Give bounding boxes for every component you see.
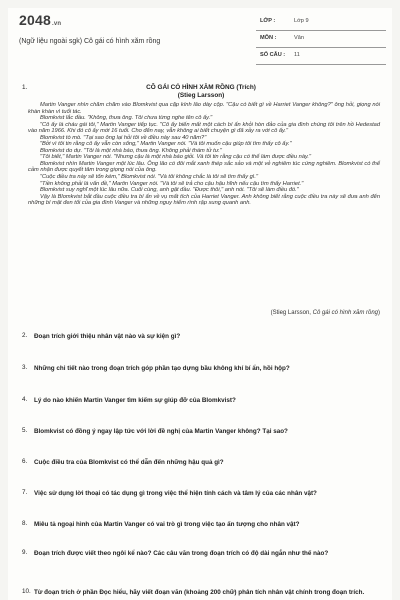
worksheet-page (8, 8, 392, 600)
question-text: Từ đoạn trích ở phần Đọc hiểu, hãy viết đoạn văn (khoảng 200 chữ) phân tích nhân vật chính trong đoạn trích. (34, 589, 365, 596)
question-number: 2. (22, 332, 28, 339)
meta-row-count (256, 48, 386, 65)
meta-table (256, 14, 386, 65)
passage-paragraph: "Tiền không phải là vấn đề," Martin Vanger nói. "Và tôi sẽ trả cho cậu hậu hĩnh nếu cậu tìm thấy Harriet." (40, 180, 304, 187)
meta-key: MÔN : (260, 35, 277, 41)
passage-paragraph: Blomkvist nhìn Martin Vanger một lúc lâu. Ông lão có đôi mắt xanh thép sắc sảo và một vẻ nghiêm túc cứng nghiêm. Blomkvist có thể cảm nhận được quyết tâm trong giọng nói của ông. (28, 160, 380, 174)
question-number: 8. (22, 520, 28, 527)
passage-paragraph: "Cô ấy là cháu gái tôi," Martin Vanger tiếp tục. "Cô ấy biến mất một cách bí ẩn khỏi hòn đảo của gia đình chúng tôi trên hồ Hedestad vào năm 1966. Khi đó cô ấy mới 16 tuổi. Cho đến nay, vẫn không ai biết chuyện gì đã xảy ra với cô ấy." (28, 121, 380, 135)
source-suffix: ) (378, 310, 380, 316)
question-number: 6. (22, 458, 28, 465)
logo-text: 2048 (19, 12, 51, 28)
story-title: CÔ GÁI CÓ HÌNH XĂM RỒNG (Trích) (146, 84, 256, 91)
passage-paragraph: Martin Vanger nhìn chăm chăm vào Blomkvist qua cặp kính lão dày cộp. "Cậu có biết gì về Harriet Vanger không?" ông hỏi, giọng nói khàn khàn vì tuổi tác. (28, 102, 380, 115)
passage-paragraph: "Cuộc điều tra này sẽ tốn kém," Blomkvist nói. "Và tôi không chắc là tôi sẽ tìm thấy gì." (40, 174, 258, 181)
site-logo[interactable] (19, 12, 61, 28)
source-title: Cô gái có hình xăm rồng (312, 310, 378, 316)
worksheet-subtitle: (Ngữ liệu ngoài sgk) Cô gái có hình xăm rồng (19, 38, 161, 45)
meta-row-subject (256, 31, 386, 48)
meta-value: Văn (294, 35, 304, 41)
question-text: Những chi tiết nào trong đoạn trích góp phần tạo dựng bầu không khí bí ẩn, hồi hộp? (34, 365, 290, 372)
meta-value: 11 (294, 52, 300, 58)
question-number: 10. (22, 588, 31, 595)
passage-paragraph: Blomkvist lắc đầu. "Không, thưa ông. Tôi chưa từng nghe tên cô ấy." (40, 115, 213, 122)
question-text: Đoạn trích giới thiệu nhân vật nào và sự kiện gì? (34, 333, 181, 340)
question-number: 7. (22, 489, 28, 496)
question-number: 3. (22, 364, 28, 371)
meta-row-class (256, 14, 386, 31)
meta-value: Lớp 9 (294, 18, 309, 24)
question-number: 1. (22, 84, 28, 91)
source-prefix: (Stieg Larsson, (270, 310, 313, 316)
passage-paragraph: Blomkvist tò mò. "Tại sao ông lại hỏi tôi về điều này sau 40 năm?" (40, 134, 207, 141)
passage-paragraph: "Bởi vì tôi tin rằng cô ấy vẫn còn sống," Martin Vanger nói. "Và tôi muốn cậu giúp tôi tìm thấy cô ấy." (40, 141, 292, 148)
story-author: (Stieg Larsson) (177, 92, 225, 99)
question-text: Lý do nào khiến Martin Vanger tìm kiếm sự giúp đỡ của Blomkvist? (34, 397, 236, 404)
worksheet-header (8, 8, 392, 70)
question-text: Đoạn trích được viết theo ngôi kể nào? Các câu văn trong đoạn trích có độ dài ngắn như thế nào? (34, 550, 329, 557)
story-passage (28, 102, 380, 207)
passage-paragraph: Blomkvist do dự. "Tôi là một nhà báo, thưa ông. Không phải thám tử tư." (40, 147, 222, 154)
passage-paragraph: Blomkvist suy nghĩ một lúc lâu nữa. Cuối cùng, anh gật đầu. "Được thôi," anh nói. "Tôi sẽ làm điều đó." (40, 187, 299, 194)
question-text: Cuộc điều tra của Blomkvist có thể dẫn đến những hậu quả gì? (34, 459, 224, 466)
passage-paragraph: Vậy là Blomkvist bắt đầu cuộc điều tra bí ẩn về vụ mất tích của Harriet Vanger. Anh không biết rằng cuộc điều tra này sẽ đưa anh đến những bí mật đen tối của gia đình Vanger và những nguy hiểm rình rập xung quanh anh. (28, 193, 380, 207)
passage-source (271, 310, 380, 316)
logo-suffix: .vn (51, 21, 62, 27)
question-text: Blomkvist có đồng ý ngay lập tức với lời đề nghị của Martin Vanger không? Tại sao? (34, 428, 288, 435)
question-text: Việc sử dụng lời thoại có tác dụng gì trong việc thể hiện tính cách và tâm lý của các nhân vật? (34, 490, 317, 497)
meta-key: LỚP : (260, 18, 276, 24)
question-text: Miêu tả ngoại hình của Martin Vanger có vai trò gì trong việc tạo ấn tượng cho nhân vật? (34, 521, 300, 528)
meta-key: SỐ CÂU : (260, 52, 286, 58)
passage-paragraph: "Tôi biết," Martin Vanger nói. "Nhưng cậu là một nhà báo giỏi. Và tôi tin rằng cậu có thể làm được điều này." (40, 154, 312, 161)
question-number: 9. (22, 549, 28, 556)
question-number: 4. (22, 396, 28, 403)
question-number: 5. (22, 427, 28, 434)
